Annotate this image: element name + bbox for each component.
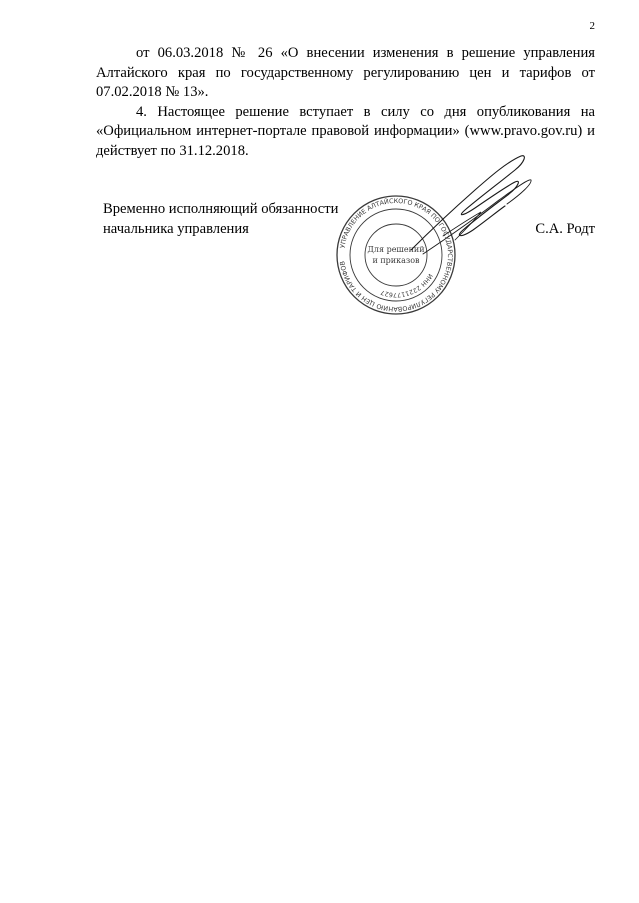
seal-center-line-2: и приказов (372, 256, 420, 265)
page-number: 2 (589, 20, 595, 32)
signer-position-line-2: начальника управления (103, 220, 249, 237)
seal-center-line-1: Для решений (367, 245, 425, 254)
signer-position (103, 200, 338, 239)
handwritten-signature (403, 150, 533, 260)
document-body (96, 44, 595, 161)
paragraph-effective-date: 4. Настоящее решение вступает в силу со дня опубликования на «Официальном интернет-портале правовой информации» (www.pravo.gov.ru) и действует по 31.12.2018. (96, 103, 595, 159)
signature-block (103, 196, 595, 320)
signer-position-line-1: Временно исполняющий обязанности (103, 201, 339, 217)
signer-name: С.А. Родт (535, 220, 595, 237)
seal-outer-text: УПРАВЛЕНИЕ АЛТАЙСКОГО КРАЯ ПО ГОСУДАРСТВЕННОМУ РЕГУЛИРОВАНИЮ ЦЕН И ТАРИФОВ (338, 196, 455, 314)
seal-inn-text: ИНН 2221177627 (379, 272, 434, 299)
paragraph-amendment-reference: от 06.03.2018 № 26 «О внесении изменения в решение управления Алтайского края по государственному регулированию цен и тарифов от 07.02.2018 № 13». (96, 45, 595, 100)
